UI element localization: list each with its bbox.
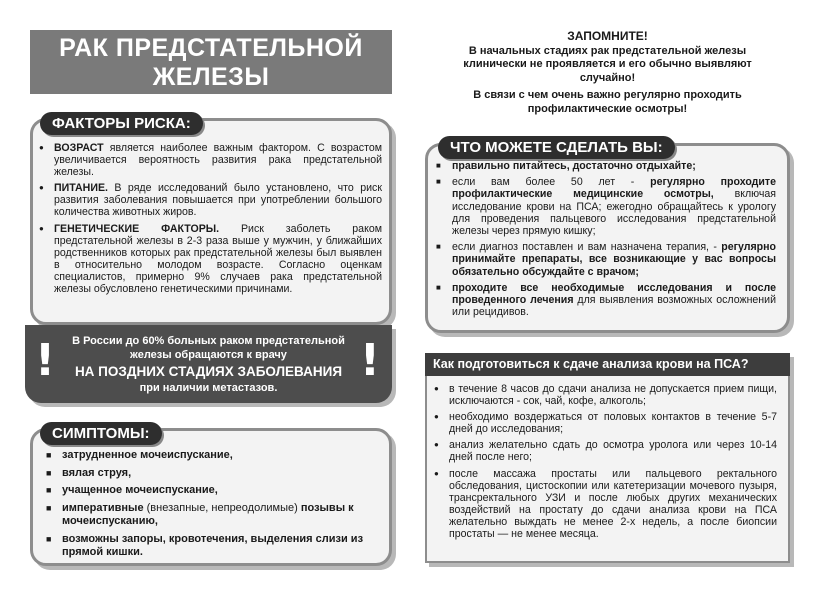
risk-item-age [38,142,382,178]
symptom-text: императивные [62,501,144,514]
symptom-text: позывы к мочеиспусканию, [62,501,354,527]
psa-preparation-heading: Как подготовиться к сдаче анализа крови на ПСА? [425,353,790,376]
todo-text: если диагноз поставлен и вам назначена терапия, - [452,241,722,254]
late-stage-alert [25,325,392,403]
psa-item: ● анализ желательно сдать до осмотра уролога или через 10-14 дней после него; [433,439,777,463]
risk-item-text: В ряде исследований было установлено, что риск развития заболевания повышается при употреблении большого количества животных жиров. [54,182,382,219]
risk-item-lead: ГЕНЕТИЧЕСКИЕ ФАКТОРЫ. [54,222,220,235]
reminder-text-1: В начальных стадиях рак предстательной железы клинически не проявляется и его обычно выявляют случайно! [463,44,752,84]
symptoms-list [46,449,382,564]
what-you-can-do-list [436,160,776,322]
alert-line-2: НА ПОЗДНИХ СТАДИЯХ ЗАБОЛЕВАНИЯ [74,364,343,379]
reminder-heading: ЗАПОМНИТЕ! [567,29,648,43]
risk-item-nutrition [38,182,382,218]
page-title-line-2: ЖЕЛЕЗЫ [152,63,270,91]
what-you-can-do-heading: ЧТО МОЖЕТЕ СДЕЛАТЬ ВЫ: [438,136,675,159]
risk-item-text: Риск заболеть раком предстательной железы в 2-3 раза выше у мужчин, у ближайших родственников которых рак предстательной железы был выявлен в относительно молодом возрасте. Согласно оценкам специалистов, примерно 9% случаев рака предстательной железы обусловлено генетическими причинами. [54,222,382,296]
reminder-text-2: В связи с чем очень важно регулярно проходить профилактические осмотры! [473,89,742,115]
page-title [30,30,392,94]
todo-emphasis: проходите все необходимые исследования и после проведенного лечения [452,281,776,307]
todo-text: для выявления возможных осложнений или рецидивов. [452,294,776,319]
risk-item-genetics [38,223,382,296]
todo-text: если вам более 50 лет - [452,176,651,189]
todo-emphasis: регулярно принимайте препараты, все возникающие у вас вопросы обязательно обсуждайте с врачом; [452,241,776,278]
symptom-item [46,502,382,529]
psa-preparation-list [433,383,777,544]
todo-item [436,176,776,237]
todo-item [436,241,776,278]
risk-factors-list [38,142,382,299]
todo-text: включая исследование крови на ПСА; ежегодно обращайтесь к урологу для проведения пальцевого исследования предстательной железы через прямую кишку; [452,188,776,238]
symptom-note: (внезапные, непреодолимые) [143,501,298,514]
psa-item: ● в течение 8 часов до сдачи анализа не допускается прием пищи, исключаются - сок, чай, кофе, алкоголь; [433,383,777,407]
symptom-text: вялая струя, [62,466,132,479]
psa-item: ● после массажа простаты или пальцевого ректального обследования, цистоскопии или катетеризации мочевого пузыря, трансректального УЗИ и после любых других механических воздействий на простату до сдачи анализа крови на ПСА желательно выждать не менее 2-х недель, а после биопсии простаты — не менее месяца. [433,468,777,541]
symptoms-heading: СИМПТОМЫ: [40,422,162,445]
alert-line-1: В России до 60% больных раком предстательной железы обращаются к врачу [72,335,345,361]
page-title-line-1: РАК ПРЕДСТАТЕЛЬНОЙ [59,34,363,62]
risk-item-text: является наиболее важным фактором. С возрастом увеличивается вероятность развития рака предстательной железы. [54,142,382,179]
exclamation-icon: ! [35,335,56,386]
psa-item: ● необходимо воздержаться от половых контактов в течение 5-7 дней до исследования; [433,411,777,435]
reminder-block [425,30,790,116]
symptom-text: затрудненное мочеиспускание, [62,449,233,461]
todo-emphasis: правильно питайтесь, достаточно отдыхайте; [452,160,696,172]
risk-factors-heading: ФАКТОРЫ РИСКА: [40,112,203,135]
symptom-item [46,449,382,463]
symptom-item [46,484,382,498]
symptom-text: учащенное мочеиспускание, [62,484,218,496]
symptom-item [46,533,382,560]
todo-emphasis: регулярно проходите профилактические медицинские осмотры, [452,176,776,201]
symptom-item [46,467,382,481]
risk-item-lead: ПИТАНИЕ. [54,182,108,195]
exclamation-icon: ! [359,335,380,386]
todo-item [436,160,776,172]
symptom-text: возможны запоры, кровотечения, выделения слизи из прямой кишки. [62,532,364,558]
todo-item [436,282,776,319]
risk-item-lead: ВОЗРАСТ [54,142,104,154]
alert-line-3: при наличии метастазов. [139,382,278,394]
